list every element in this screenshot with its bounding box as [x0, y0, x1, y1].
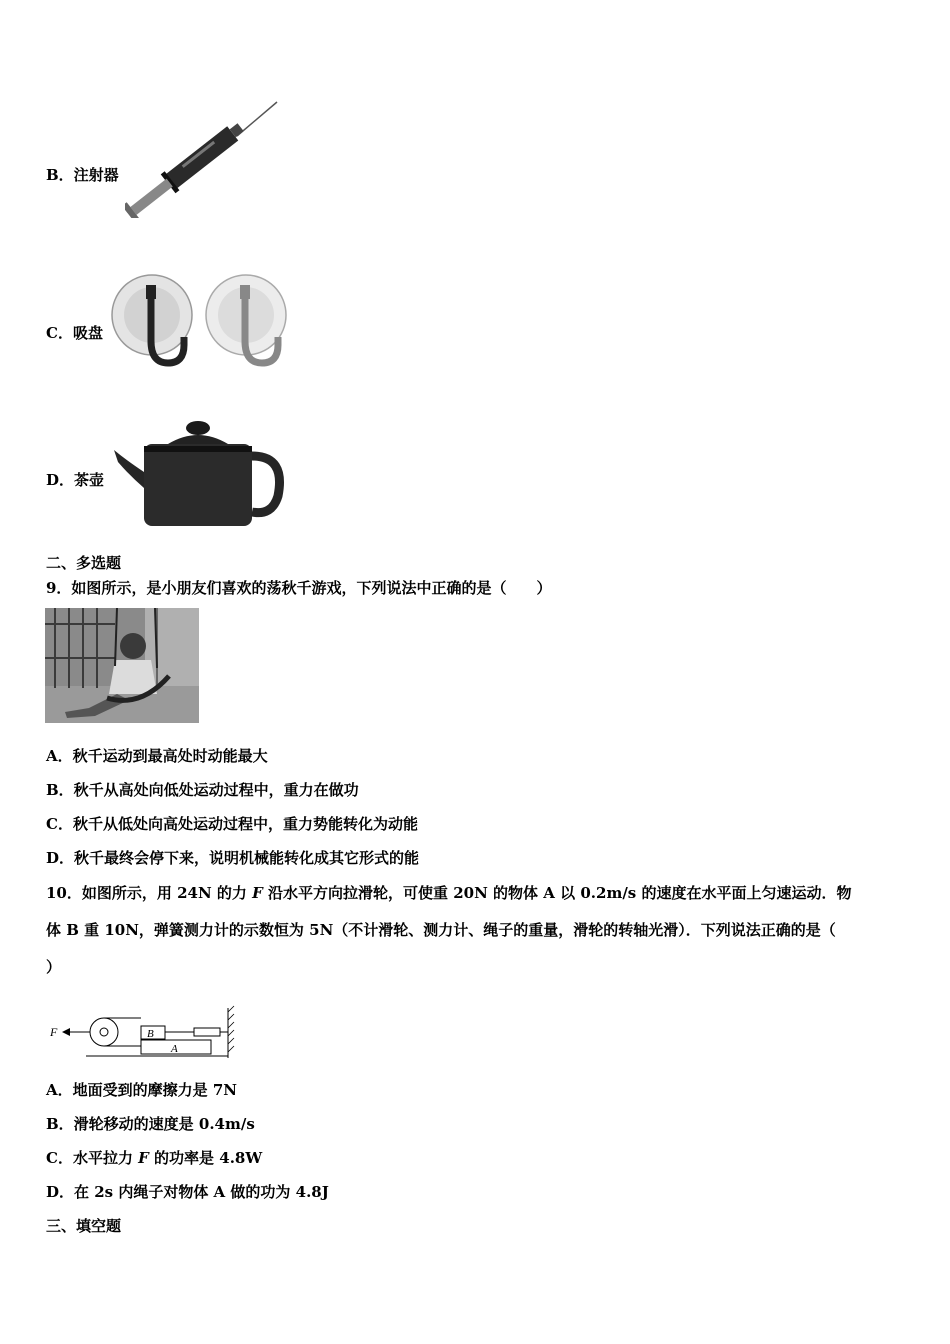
q9-stem: 9．如图所示，是小朋友们喜欢的荡秋千游戏，下列说法中正确的是（ ）: [46, 579, 552, 597]
section-2-title: 二、多选题: [46, 554, 122, 572]
q9-option-b: B．秋千从高处向低处运动过程中，重力在做功: [46, 781, 359, 799]
q9-option-a: A．秋千运动到最高处时动能最大: [46, 747, 268, 765]
figure-label-b: B: [147, 1028, 154, 1040]
q10-option-d: D．在 2s 内绳子对物体 A 做的功为 4.8J: [46, 1183, 329, 1201]
q10-option-a: A．地面受到的摩擦力是 7N: [46, 1081, 238, 1099]
q10-option-b: B．滑轮移动的速度是 0.4m/s: [46, 1115, 255, 1133]
section-3-title: 三、填空题: [46, 1217, 122, 1235]
option-d-label: D．茶壶: [46, 471, 105, 489]
option-c-label: C．吸盘: [46, 324, 103, 342]
option-b-label: B．注射器: [46, 166, 119, 184]
q9-option-d: D．秋千最终会停下来，说明机械能转化成其它形式的能: [46, 849, 420, 867]
syringe-image: [125, 98, 283, 218]
q10-option-c: C．水平拉力 F 的功率是 4.8W: [46, 1149, 263, 1167]
pulley-diagram: [46, 1004, 236, 1064]
figure-label-a: A: [171, 1043, 178, 1055]
swing-photo: [45, 608, 199, 723]
teapot-image: [108, 416, 286, 532]
q10-stem-line3: ）: [46, 958, 62, 976]
suction-cup-image: [108, 263, 288, 375]
q9-option-c: C．秋千从低处向高处运动过程中，重力势能转化为动能: [46, 815, 418, 833]
figure-label-f: F: [50, 1025, 58, 1039]
q10-stem-line1: 10．如图所示，用 24N 的力 F 沿水平方向拉滑轮，可使重 20N 的物体 A 以 0.2m/s 的速度在水平面上匀速运动．物: [46, 884, 852, 902]
q10-stem-line2: 体 B 重 10N，弹簧测力计的示数恒为 5N（不计滑轮、测力计、绳子的重量，滑轮的转轴光滑）．下列说法正确的是（: [46, 921, 836, 939]
